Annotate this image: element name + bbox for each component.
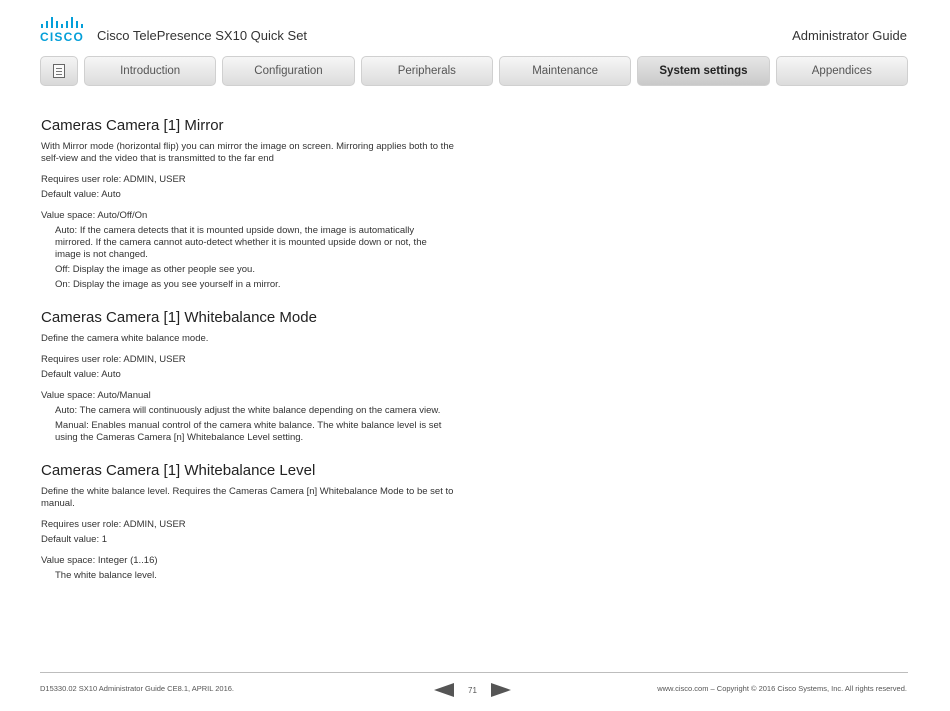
tab-introduction[interactable]: Introduction [84, 56, 216, 86]
document-icon [53, 64, 65, 78]
tab-appendices[interactable]: Appendices [776, 56, 908, 86]
section-title: Cameras Camera [1] Mirror [41, 117, 224, 134]
section-title: Cameras Camera [1] Whitebalance Level [41, 462, 316, 479]
default-value: Default value: 1 [41, 534, 108, 545]
pager [434, 683, 511, 697]
value-item: Off: Display the image as other people see you. [55, 264, 255, 275]
tab-configuration[interactable]: Configuration [222, 56, 354, 86]
default-value: Default value: Auto [41, 369, 121, 380]
section-mirror [41, 117, 461, 291]
footer-copyright: www.cisco.com – Copyright © 2016 Cisco Systems, Inc. All rights reserved. [657, 684, 907, 693]
section-title: Cameras Camera [1] Whitebalance Mode [41, 309, 317, 326]
cisco-logo-text: CISCO [40, 30, 85, 44]
tab-system-settings[interactable]: System settings [637, 56, 769, 86]
navigation-tabs [40, 56, 908, 86]
section-description: With Mirror mode (horizontal flip) you can mirror the image on screen. Mirroring applies both to the self-view and the video that is transmitted to the far end [41, 141, 454, 164]
value-space: Value space: Integer (1..16) [41, 555, 158, 566]
section-description: Define the white balance level. Requires the Cameras Camera [n] Whitebalance Mode to be set to manual. [41, 486, 454, 509]
user-role: Requires user role: ADMIN, USER [41, 354, 186, 365]
value-item: The white balance level. [55, 570, 157, 581]
main-content [41, 117, 461, 600]
footer-divider [40, 672, 908, 673]
page-number: 71 [468, 685, 477, 695]
tab-maintenance[interactable]: Maintenance [499, 56, 631, 86]
table-of-contents-button[interactable] [40, 56, 78, 86]
tab-peripherals[interactable]: Peripherals [361, 56, 493, 86]
value-item: Auto: If the camera detects that it is mounted upside down, the image is automatically mirrored. If the camera cannot auto-detect whether it is mounted upside down or not, the image is not changed. [55, 225, 427, 260]
cisco-logo-bars [41, 17, 88, 28]
footer-document-id: D15330.02 SX10 Administrator Guide CE8.1, APRIL 2016. [40, 684, 235, 693]
product-title: Cisco TelePresence SX10 Quick Set [97, 28, 308, 43]
next-page-icon[interactable] [491, 683, 511, 697]
previous-page-icon[interactable] [434, 683, 454, 697]
section-whitebalance-level [41, 462, 461, 582]
section-whitebalance-mode [41, 309, 461, 444]
default-value: Default value: Auto [41, 189, 121, 200]
value-space: Value space: Auto/Manual [41, 390, 151, 401]
user-role: Requires user role: ADMIN, USER [41, 519, 186, 530]
guide-title: Administrator Guide [792, 28, 907, 43]
value-item: On: Display the image as you see yourself in a mirror. [55, 279, 281, 290]
value-space: Value space: Auto/Off/On [41, 210, 148, 221]
user-role: Requires user role: ADMIN, USER [41, 174, 186, 185]
value-item: Auto: The camera will continuously adjust the white balance depending on the camera view. [55, 405, 441, 416]
section-description: Define the camera white balance mode. [41, 333, 209, 344]
cisco-logo [40, 17, 88, 43]
value-item: Manual: Enables manual control of the camera white balance. The white balance level is set using the Cameras Camera [n] Whitebalance Level setting. [55, 420, 442, 443]
